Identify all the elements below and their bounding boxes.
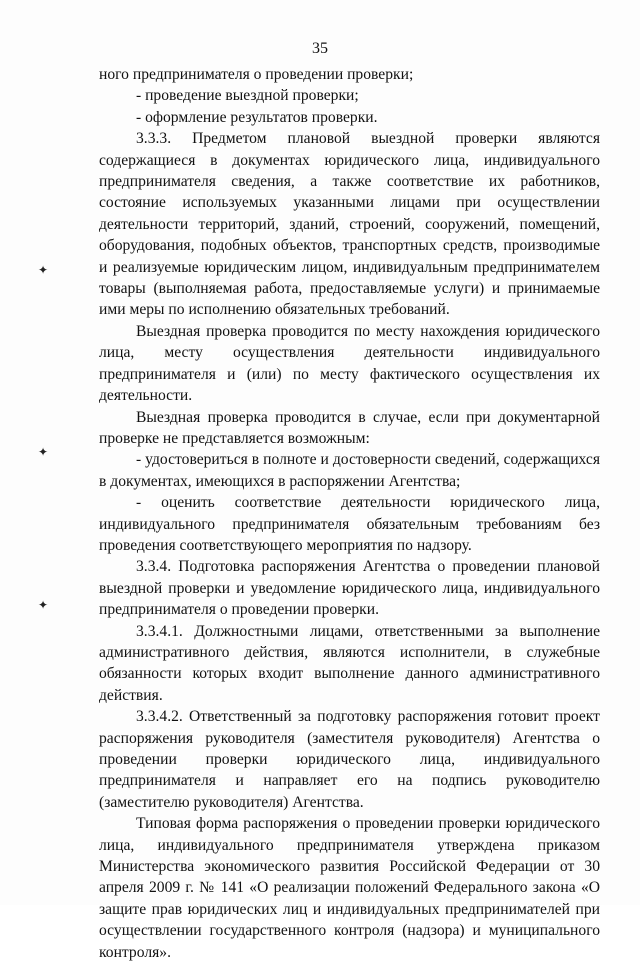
margin-mark: ✦ [38, 445, 49, 459]
paragraph: ного предпринимателя о проведении проверки; [99, 66, 414, 83]
paragraph: 3.3.4.2. Ответственный за подготовку распоряжения готовит проект распоряжения руководителя (заместителя руководителя) Агентства о проведении проверки юридического лица, индивидуального предпринимателя и направляет его на подпись руководителю (заместителю руководителя) Агентства. [99, 708, 600, 811]
paragraph: 3.3.3. Предметом плановой выездной проверки являются содержащиеся в документах юридического лица, индивидуального предпринимателя сведения, а также соответствие их работников, состояние используемых указанными лицами при осуществлении деятельности территорий, зданий, строений, сооружений, помещений, оборудования, подобных объектов, транспортных средств, производимые и реализуемые юридическим лицом, индивидуальным предпринимателем товары (выполняемая работа, предоставляемые услуги) и принимаемые ими меры по исполнению обязательных требований. [99, 130, 600, 319]
margin-mark: ✦ [38, 598, 49, 612]
paragraph: Выездная проверка проводится в случае, если при документарной проверке не представляется возможным: [99, 408, 600, 447]
margin-mark: ✦ [38, 263, 49, 277]
list-item: - оценить соответствие деятельности юридического лица, индивидуального предпринимателя обязательным требованиям без проведения соответствующего мероприятия по надзору. [99, 494, 600, 554]
page-number: 35 [312, 40, 328, 57]
paragraph: 3.3.4.1. Должностными лицами, ответственными за выполнение административного действия, являются исполнители, в служебные обязанности которых входит выполнение данного административного действия. [99, 622, 600, 704]
list-item: - удостовериться в полноте и достоверности сведений, содержащихся в документах, имеющихся в распоряжении Агентства; [99, 451, 600, 490]
list-item: - оформление результатов проверки. [136, 108, 378, 126]
paragraph: 3.3.4. Подготовка распоряжения Агентства о проведении плановой выездной проверки и уведомление юридического лица, индивидуального предпринимателя о проведении проверки. [99, 558, 600, 619]
paragraph: Типовая форма распоряжения о проведении проверки юридического лица, индивидуального предпринимателя утверждена приказом Министерства экономического развития Российской Федерации от 30 апреля 2009 г. № 141 «О реализации положений Федерального закона «О защите прав юридических лиц и индивидуальных предпринимателей при осуществлении государственного контроля (надзора) и муниципального контроля». [99, 815, 600, 961]
list-item: - проведение выездной проверки; [136, 87, 359, 105]
paragraph: Выездная проверка проводится по месту нахождения юридического лица, месту осуществления деятельности индивидуального предпринимателя и (или) по месту фактического осуществления их деятельности. [99, 322, 600, 405]
document-body [99, 64, 600, 963]
